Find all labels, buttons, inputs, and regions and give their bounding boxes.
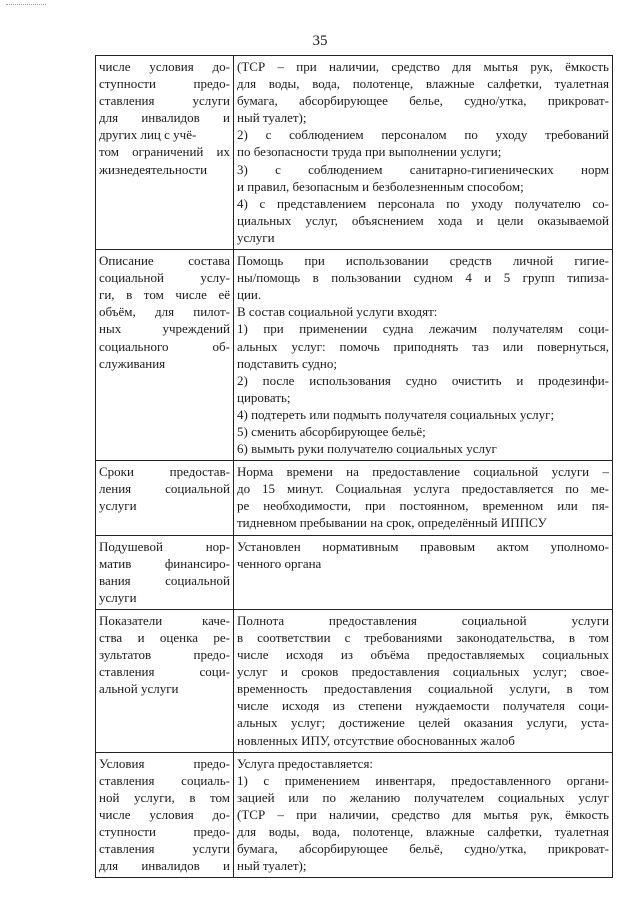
text-line: тидневном пребывании на срок, определённый ИППСУ xyxy=(237,515,547,531)
text-line: цировать; xyxy=(237,389,291,405)
text-line: до 15 минут. Социальная услуга предоставляется по ме- xyxy=(237,481,609,497)
text-line: социальной услу- xyxy=(99,270,230,286)
text-line: циальных услуг, объяснением хода и цели оказываемой xyxy=(237,212,609,228)
services-table xyxy=(95,55,613,878)
text-line: объём, для пилот- xyxy=(99,304,230,320)
text-line: 3) с соблюдением санитарно-гигиенических норм xyxy=(237,161,609,177)
text-line: услуг и сроков предоставления социальных услуг; свое- xyxy=(237,664,609,680)
table-row xyxy=(96,535,613,609)
row-label-cell xyxy=(96,752,234,878)
text-line: ре необходимости, при постоянном, временном или пя- xyxy=(237,498,609,514)
table-row xyxy=(96,752,613,878)
text-line: ны/помощь в пользовании судном 4 и 5 групп типиза- xyxy=(237,270,609,286)
text-line: для инвалидов и xyxy=(99,110,230,126)
text-line: зацией или по желанию получателем социальных услуг xyxy=(237,789,609,805)
text-line: 4) подтереть или подмыть получателя социальных услуг; xyxy=(237,406,555,422)
text-line: ставления услуги xyxy=(99,841,230,857)
text-line: Показатели каче- xyxy=(99,612,230,628)
row-label-cell xyxy=(96,609,234,752)
row-content-cell xyxy=(234,609,613,752)
text-line: Услуга предоставляется: xyxy=(237,755,374,771)
text-line: ставления соци- xyxy=(99,664,230,680)
text-line: 2) после использования судно очистить и продезинфи- xyxy=(237,372,609,388)
text-line: ства и оценка ре- xyxy=(99,630,230,645)
text-line: 5) сменить абсорбирующее бельё; xyxy=(237,423,426,439)
table-row xyxy=(96,56,613,250)
row-label-cell xyxy=(96,250,234,461)
text-line: для воды, вода, полотенце, влажные салфетки, туалетная xyxy=(237,76,609,92)
text-line: 1) с применением инвентаря, предоставленного органи- xyxy=(237,772,609,788)
text-line: Норма времени на предоставление социальной услуги – xyxy=(237,464,609,480)
row-content-cell xyxy=(234,535,613,609)
text-line: ченного органа xyxy=(237,555,322,571)
text-line: Полнота предоставления социальной услуги xyxy=(237,612,609,628)
page-number: 35 xyxy=(312,33,328,49)
text-line: ных учреждений xyxy=(99,321,230,337)
text-line: ставления социаль- xyxy=(99,772,230,788)
text-line: временность предоставления социальной услуги, в том xyxy=(237,681,609,697)
row-content-cell xyxy=(234,56,613,250)
text-line: числе условия до- xyxy=(99,806,230,822)
text-line: ный туалет); xyxy=(237,110,307,126)
text-line: ставления услуги xyxy=(99,93,230,109)
row-label-cell xyxy=(96,461,234,535)
row-content-cell xyxy=(234,752,613,878)
text-line: Установлен нормативным правовым актом уполномо- xyxy=(237,538,609,554)
row-content-cell xyxy=(234,250,613,461)
text-line: 2) с соблюдением персоналом по уходу требований xyxy=(237,127,609,143)
text-line: бумага, абсорбирующее белье, судно/утка, прикроват- xyxy=(237,93,609,109)
text-line: 1) при применении судна лежачим получателям соци- xyxy=(237,321,609,337)
text-line: зультатов предо- xyxy=(99,647,230,663)
text-line: социального об- xyxy=(99,338,230,354)
text-line: подставить судно; xyxy=(237,355,337,371)
text-line: Подушевой нор- xyxy=(99,538,230,554)
text-line: ступности предо- xyxy=(99,76,230,92)
text-line: жизнедеятельности xyxy=(99,161,208,177)
text-line: (ТСР – при наличии, средство для мытья рук, ёмкость xyxy=(237,806,609,822)
table-row xyxy=(96,609,613,752)
text-line: ступности предо- xyxy=(99,824,230,840)
text-line: в соответствии с требованиями законодательства, в том xyxy=(237,630,609,645)
text-line: вания социальной xyxy=(99,572,230,588)
text-line: служивания xyxy=(99,355,166,371)
row-label-cell xyxy=(96,535,234,609)
text-line: (ТСР – при наличии, средство для мытья рук, ёмкость xyxy=(237,59,609,74)
text-line: по безопасности труда при выполнении услуги; xyxy=(237,144,502,160)
text-line: ной услуги, в том xyxy=(99,789,230,805)
text-line: для воды, вода, полотенце, влажные салфетки, туалетная xyxy=(237,824,609,840)
text-line: ления социальной xyxy=(99,481,230,497)
text-line: числе исходя из степени нуждаемости получателя соци- xyxy=(237,698,609,714)
table-row xyxy=(96,250,613,461)
text-line: числе исходя из объёма предоставляемых социальных xyxy=(237,647,609,663)
text-line: бумага, абсорбирующее бельё, судно/утка, прикроват- xyxy=(237,841,609,857)
corner-scan-mark xyxy=(6,4,46,11)
text-line: новленных ИПУ, отсутствие обоснованных жалоб xyxy=(237,732,515,748)
text-line: ги, в том числе её xyxy=(99,287,230,303)
text-line: числе условия до- xyxy=(99,59,230,74)
text-line: услуги xyxy=(99,589,137,605)
text-line: услуги xyxy=(237,229,275,245)
text-line: для инвалидов и xyxy=(99,858,230,874)
text-line: альной услуги xyxy=(99,681,179,697)
text-line: ции. xyxy=(237,287,262,303)
text-line: 6) вымыть руки получателю социальных услуг xyxy=(237,441,497,457)
text-line: других лиц с учё- xyxy=(99,127,197,143)
text-line: и правил, безопасным и безболезненным способом; xyxy=(237,178,524,194)
row-label-cell xyxy=(96,56,234,250)
text-line: матив финансиро- xyxy=(99,555,230,571)
row-content-cell xyxy=(234,461,613,535)
text-line: В состав социальной услуги входят: xyxy=(237,304,438,320)
text-line: Описание состава xyxy=(99,253,230,269)
text-line: услуги xyxy=(99,498,137,514)
text-line: Условия предо- xyxy=(99,755,230,771)
text-line: Сроки предостав- xyxy=(99,464,230,480)
table-row xyxy=(96,461,613,535)
text-line: том ограничений их xyxy=(99,144,230,160)
text-line: ный туалет); xyxy=(237,858,307,874)
text-line: альных услуг: помочь приподнять таз или повернуться, xyxy=(237,338,609,354)
text-line: Помощь при использовании средств личной гигие- xyxy=(237,253,609,269)
text-line: альных услуг; достижение целей оказания услуги, уста- xyxy=(237,715,609,731)
text-line: 4) с представлением персонала по уходу получателю со- xyxy=(237,195,609,211)
